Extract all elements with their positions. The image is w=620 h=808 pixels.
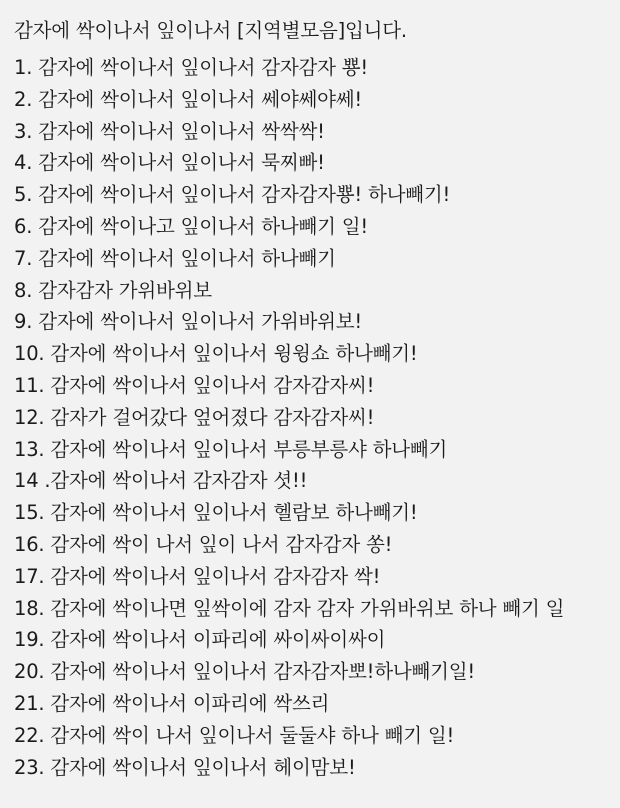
list-item: 20. 감자에 싹이나서 잎이나서 감자감자뽀!하나빼기일! — [14, 660, 476, 684]
list-item: 23. 감자에 싹이나서 잎이나서 헤이맘보! — [14, 755, 356, 779]
list-item: 11. 감자에 싹이나서 잎이나서 감자감자씨! — [14, 373, 375, 397]
list-item: 13. 감자에 싹이나서 잎이나서 부릉부릉샤 하나빼기 — [14, 437, 448, 461]
list-item: 22. 감자에 싹이 나서 잎이나서 둘둘샤 하나 빼기 일! — [14, 723, 455, 747]
list-item: 21. 감자에 싹이나서 이파리에 싹쓰리 — [14, 691, 330, 715]
list-item: 12. 감자가 걸어갔다 엎어졌다 감자감자씨! — [14, 405, 375, 429]
list-item: 19. 감자에 싹이나서 이파리에 싸이싸이싸이 — [14, 628, 386, 652]
game-chant-list — [14, 52, 608, 783]
list-item: 15. 감자에 싹이나서 잎이나서 헬람보 하나빼기! — [14, 501, 418, 525]
document-title: 감자에 싹이나서 잎이나서 [지역별모음]입니다. — [14, 19, 407, 42]
list-item: 16. 감자에 싹이 나서 잎이 나서 감자감자 쏭! — [14, 532, 393, 556]
list-item: 7. 감자에 싹이나서 잎이나서 하나빼기 — [14, 246, 336, 270]
list-item: 10. 감자에 싹이나서 잎이나서 윙윙쇼 하나빼기! — [14, 342, 418, 366]
list-item: 17. 감자에 싹이나서 잎이나서 감자감자 싹! — [14, 564, 381, 588]
list-item: 4. 감자에 싹이나서 잎이나서 묵찌빠! — [14, 151, 325, 175]
list-item: 9. 감자에 싹이나서 잎이나서 가위바위보! — [14, 310, 363, 334]
list-item: 3. 감자에 싹이나서 잎이나서 싹싹싹! — [14, 119, 325, 143]
list-item: 18. 감자에 싹이나면 잎싹이에 감자 감자 가위바위보 하나 빼기 일 — [14, 596, 565, 620]
list-item: 5. 감자에 싹이나서 잎이나서 감자감자뿅! 하나빼기! — [14, 183, 451, 207]
list-item: 6. 감자에 싹이나고 잎이나서 하나빼기 일! — [14, 214, 369, 238]
list-item: 14 .감자에 싹이나서 감자감자 셧!! — [14, 469, 308, 493]
list-item: 1. 감자에 싹이나서 잎이나서 감자감자 뿅! — [14, 56, 369, 79]
list-item: 8. 감자감자 가위바위보 — [14, 278, 212, 302]
list-item: 2. 감자에 싹이나서 잎이나서 쎄야쎄야쎄! — [14, 87, 363, 111]
